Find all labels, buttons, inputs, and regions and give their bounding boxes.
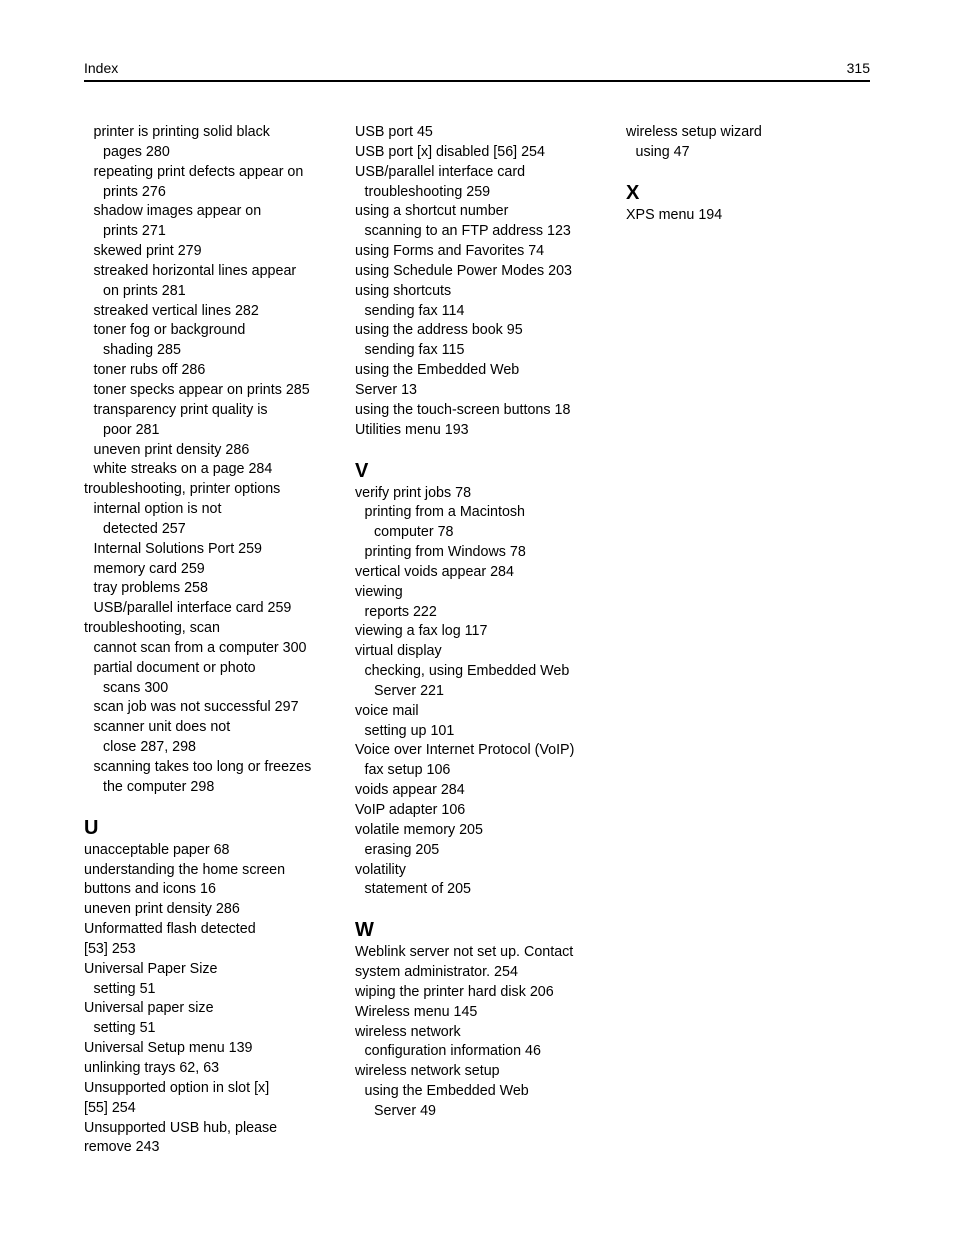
index-subentry: scans 300	[103, 679, 169, 696]
index-entry: Universal paper size	[84, 1000, 214, 1017]
index-subentry: prints 271	[103, 223, 166, 240]
index-subentry: toner fog or background	[93, 322, 246, 339]
index-column-3	[626, 123, 876, 226]
index-column-1	[84, 123, 334, 1158]
index-entry: Universal Setup menu 139	[84, 1040, 253, 1057]
index-entry: volatile memory 205	[355, 821, 483, 838]
index-subentry: Server 221	[374, 682, 444, 699]
index-entry: understanding the home screen	[84, 861, 286, 878]
index-entry: viewing	[355, 583, 403, 600]
index-entry: using shortcuts	[355, 282, 452, 299]
index-entry: buttons and icons 16	[84, 881, 216, 898]
index-subentry: scanning to an FTP address 123	[364, 223, 571, 240]
index-entry: wiping the printer hard disk 206	[355, 983, 554, 1000]
index-subentry: setting 51	[93, 980, 156, 997]
index-entry: system administrator. 254	[355, 964, 518, 981]
index-subentry: checking, using Embedded Web	[364, 663, 570, 680]
index-subentry: setting 51	[93, 1020, 156, 1037]
index-entry: using a shortcut number	[355, 203, 509, 220]
index-entry: vertical voids appear 284	[355, 563, 514, 580]
index-entry: XPS menu 194	[626, 206, 723, 223]
index-entry: wireless network	[355, 1023, 461, 1040]
index-subentry: poor 281	[103, 421, 160, 438]
index-subentry: reports 222	[364, 603, 437, 620]
index-subentry: tray problems 258	[93, 580, 208, 597]
index-entry: [55] 254	[84, 1099, 136, 1116]
index-subentry: partial document or photo	[93, 659, 256, 676]
index-subentry: streaked vertical lines 282	[93, 302, 259, 319]
index-entry: Utilities menu 193	[355, 421, 469, 438]
index-subentry: troubleshooting 259	[364, 183, 491, 200]
index-subentry: configuration information 46	[364, 1043, 541, 1060]
index-subentry: transparency print quality is	[93, 401, 268, 418]
index-entry: USB port 45	[355, 124, 433, 140]
index-entry: unacceptable paper 68	[84, 841, 230, 858]
section-letter: V	[355, 459, 369, 482]
index-entry: VoIP adapter 106	[355, 802, 466, 818]
index-entry: Server 13	[355, 381, 417, 398]
index-entry: USB port [x] disabled [56] 254	[355, 143, 545, 160]
index-subentry: repeating print defects appear on	[93, 163, 304, 180]
index-subentry: Server 49	[374, 1102, 436, 1119]
index-entry: Wireless menu 145	[355, 1003, 478, 1020]
page-header	[84, 58, 870, 82]
index-entry: viewing a fax log 117	[355, 623, 488, 640]
index-entry: using Forms and Favorites 74	[355, 243, 545, 260]
index-subentry: uneven print density 286	[93, 441, 250, 458]
index-subentry: setting up 101	[364, 722, 455, 739]
index-subentry: scan job was not successful 297	[93, 699, 299, 716]
index-subentry: close 287, 298	[103, 739, 196, 756]
index-entry: Unsupported USB hub, please	[84, 1119, 278, 1136]
index-subentry: prints 276	[103, 183, 166, 200]
index-subentry: statement of 205	[364, 881, 472, 898]
index-entry: [53] 253	[84, 940, 136, 957]
index-subentry: toner specks appear on prints 285	[93, 381, 310, 398]
index-subentry: printing from a Macintosh	[364, 504, 526, 521]
index-column-2	[355, 123, 605, 1122]
index-entry: Voice over Internet Protocol (VoIP)	[355, 742, 575, 759]
index-subentry: Internal Solutions Port 259	[93, 540, 262, 557]
running-header-title: Index	[84, 60, 119, 76]
index-entry: using the Embedded Web	[355, 362, 520, 379]
index-subentry: toner rubs off 286	[93, 362, 206, 379]
index-entry: volatility	[355, 861, 406, 878]
index-subentry: shadow images appear on	[93, 203, 262, 220]
index-subentry: fax setup 106	[364, 762, 451, 779]
index-entry: USB/parallel interface card	[355, 163, 526, 180]
index-entry: using the address book 95	[355, 322, 523, 339]
index-subentry: scanning takes too long or freezes	[93, 759, 312, 775]
index-subentry: sending fax 115	[364, 342, 465, 359]
index-entry: remove 243	[84, 1139, 160, 1156]
index-subentry: USB/parallel interface card 259	[93, 600, 292, 617]
index-subentry: on prints 281	[103, 282, 186, 299]
index-entry: wireless network setup	[355, 1063, 500, 1080]
index-subentry: printer is printing solid black	[93, 124, 270, 140]
index-subentry: computer 78	[374, 524, 454, 541]
index-subentry: detected 257	[103, 520, 186, 537]
index-entry: wireless setup wizard	[626, 124, 762, 140]
index-subentry: pages 280	[103, 143, 170, 160]
index-entry: Unformatted flash detected	[84, 921, 256, 938]
index-entry: uneven print density 286	[84, 901, 240, 918]
index-subentry: using 47	[635, 143, 690, 160]
index-subentry: skewed print 279	[93, 243, 202, 260]
index-subentry: cannot scan from a computer 300	[93, 639, 307, 656]
index-entry: troubleshooting, scan	[84, 620, 220, 637]
index-subentry: using the Embedded Web	[364, 1083, 529, 1100]
page-number: 315	[846, 60, 870, 76]
index-entry: using the touch-screen buttons 18	[355, 401, 571, 418]
index-entry: using Schedule Power Modes 203	[355, 262, 572, 279]
index-subentry: scanner unit does not	[93, 719, 231, 736]
index-entry: troubleshooting, printer options	[84, 481, 281, 498]
index-entry: Unsupported option in slot [x]	[84, 1079, 270, 1096]
index-subentry: shading 285	[103, 342, 181, 359]
index-subentry: the computer 298	[103, 778, 215, 795]
index-entry: voice mail	[355, 702, 419, 719]
section-letter: X	[626, 181, 640, 204]
index-subentry: streaked horizontal lines appear	[93, 262, 297, 279]
index-subentry: internal option is not	[93, 501, 222, 518]
index-subentry: printing from Windows 78	[364, 544, 526, 561]
index-subentry: white streaks on a page 284	[93, 461, 273, 478]
index-subentry: memory card 259	[93, 560, 205, 577]
index-subentry: sending fax 114	[364, 302, 465, 319]
index-entry: Universal Paper Size	[84, 960, 218, 977]
index-entry: verify print jobs 78	[355, 484, 472, 501]
section-letter: W	[355, 919, 374, 942]
index-entry: virtual display	[355, 643, 442, 660]
index-subentry: erasing 205	[364, 841, 440, 858]
index-entry: unlinking trays 62, 63	[84, 1059, 220, 1076]
index-entry: Weblink server not set up. Contact	[355, 944, 574, 961]
index-entry: voids appear 284	[355, 782, 465, 799]
section-letter: U	[84, 816, 99, 839]
